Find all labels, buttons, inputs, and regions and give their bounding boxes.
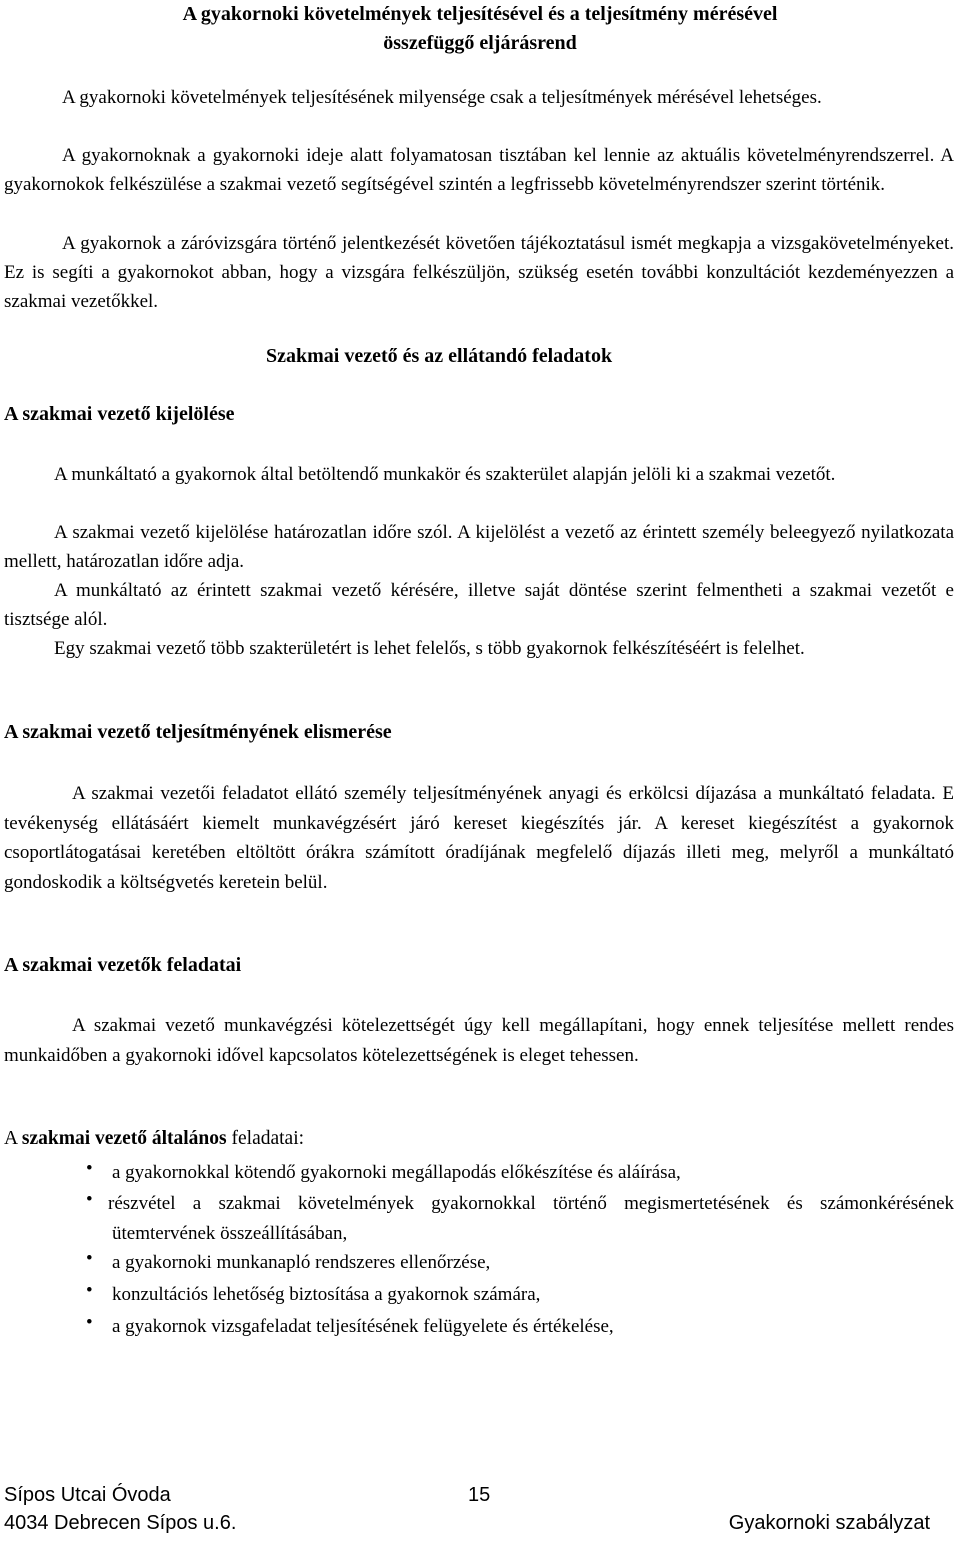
- kijelolese-paragraph-1: [4, 460, 954, 489]
- feladatai-text: A szakmai vezető munkavégzési kötelezettségét úgy kell megállapítani, hogy ennek teljesítése mellett rendes munkaidőben a gyakornoki idővel kapcsolatos kötelezettségének is eleget tehessen.: [4, 1015, 954, 1066]
- list-item-text: konzultációs lehetőség biztosítása a gyakornok számára,: [112, 1284, 541, 1305]
- bullet-icon: •: [86, 1248, 93, 1269]
- kijelolese-text-4: Egy szakmai vezető több szakterületért is lehet felelős, s több gyakornok felkészítéséért is felelhet.: [54, 638, 805, 659]
- footer-doc-name: Gyakornoki szabályzat: [728, 1512, 930, 1534]
- heading-kijelolese: A szakmai vezető kijelölése: [4, 403, 235, 425]
- footer-address: 4034 Debrecen Sípos u.6.: [4, 1512, 237, 1534]
- heading-feladatai: A szakmai vezetők feladatai: [4, 954, 242, 976]
- footer: [0, 1484, 960, 1541]
- list-item-text: a gyakornoki munkanapló rendszeres ellenőrzése,: [112, 1252, 491, 1273]
- intro-text-2b: A gyakornokok felkészülése a szakmai vezető segítségével szintén a legfrissebb követelményrendszer szerint történik.: [4, 145, 954, 195]
- general-tasks-prefix: A: [4, 1128, 22, 1149]
- general-tasks-bold: szakmai vezető általános: [21, 1128, 227, 1149]
- list-item-text: részvétel a szakmai követelmények gyakornokkal történő megismertetésének és számonkérésének ütemtervének összeállításában,: [108, 1193, 954, 1244]
- general-tasks-label: [4, 1128, 304, 1150]
- feladatai-paragraph: [4, 1011, 954, 1070]
- intro-text-2: A gyakornoknak a gyakornoki ideje alatt folyamatosan tisztában kel lennie az aktuális követelményrendszerrel.: [62, 145, 935, 166]
- kijelolese-text-3: A munkáltató az érintett szakmai vezető kérésére, illetve saját döntése szerint felmentheti a szakmai vezetőt e tisztsége alól.: [4, 580, 954, 630]
- elismerese-text: A szakmai vezetői feladatot ellátó személy teljesítményének anyagi és erkölcsi díjazása a munkáltató feladata. E tevékenység ellátásáért kiemelt munkavégzésért járó kereset kiegészítés jár. A kereset kiegészítést a gyakornok csoportlátogatásai keretében eltöltött órákra számított óradíjának megfelelő díjazás illeti meg, melyről a munkáltató gondoskodik a költségvetés keretein belül.: [4, 783, 954, 893]
- elismerese-paragraph: [4, 779, 954, 897]
- general-tasks-suffix: feladatai:: [226, 1128, 305, 1149]
- bullet-icon: •: [86, 1189, 93, 1210]
- kijelolese-text-2: A szakmai vezető kijelölése határozatlan időre szól. A kijelölést a vezető az érintett személy beleegyező nyilatkozata mellett, határozatlan időre adja.: [4, 522, 954, 572]
- intro-paragraph-2: [4, 141, 954, 199]
- kijelolese-text-1: A munkáltató a gyakornok által betöltendő munkakör és szakterület alapján jelöli ki a szakmai vezetőt.: [54, 464, 836, 485]
- footer-org-name: Sípos Utcai Óvoda: [4, 1484, 171, 1506]
- list-item-text: a gyakornokkal kötendő gyakornoki megállapodás előkészítése és aláírása,: [112, 1162, 681, 1183]
- bullet-icon: •: [86, 1280, 93, 1301]
- kijelolese-paragraph-2: [4, 518, 954, 576]
- kijelolese-paragraph-3: [4, 576, 954, 634]
- heading-elismerese: A szakmai vezető teljesítményének elismerése: [4, 721, 392, 743]
- bullet-icon: •: [86, 1158, 93, 1179]
- intro-paragraph-3: [4, 229, 954, 316]
- footer-page-number: 15: [468, 1484, 491, 1506]
- bullet-icon: •: [86, 1312, 93, 1333]
- intro-text-1: A gyakornoki követelmények teljesítésének milyensége csak a teljesítmények mérésével lehetséges.: [62, 87, 822, 108]
- intro-text-3b: Ez is segíti a gyakornokot abban, hogy a vizsgára felkészüljön, szükség esetén további konzultációt kezdeményezzen a szakmai vezetőkkel.: [4, 262, 954, 312]
- intro-text-3: A gyakornok a záróvizsgára történő jelentkezését követően tájékoztatásul ismét megkapja a vizsgakövetelményeket.: [62, 233, 954, 254]
- page-title: [0, 0, 960, 58]
- section-title: Szakmai vezető és az ellátandó feladatok: [266, 345, 613, 367]
- list-item-text: a gyakornok vizsgafeladat teljesítésének felügyelete és értékelése,: [112, 1316, 614, 1337]
- kijelolese-paragraph-4: [4, 634, 954, 663]
- intro-paragraph-1: [4, 83, 954, 112]
- page-title-line1: A gyakornoki követelmények teljesítésével és a teljesítmény mérésével: [182, 3, 778, 25]
- page-title-line2: összefüggő eljárásrend: [383, 32, 577, 54]
